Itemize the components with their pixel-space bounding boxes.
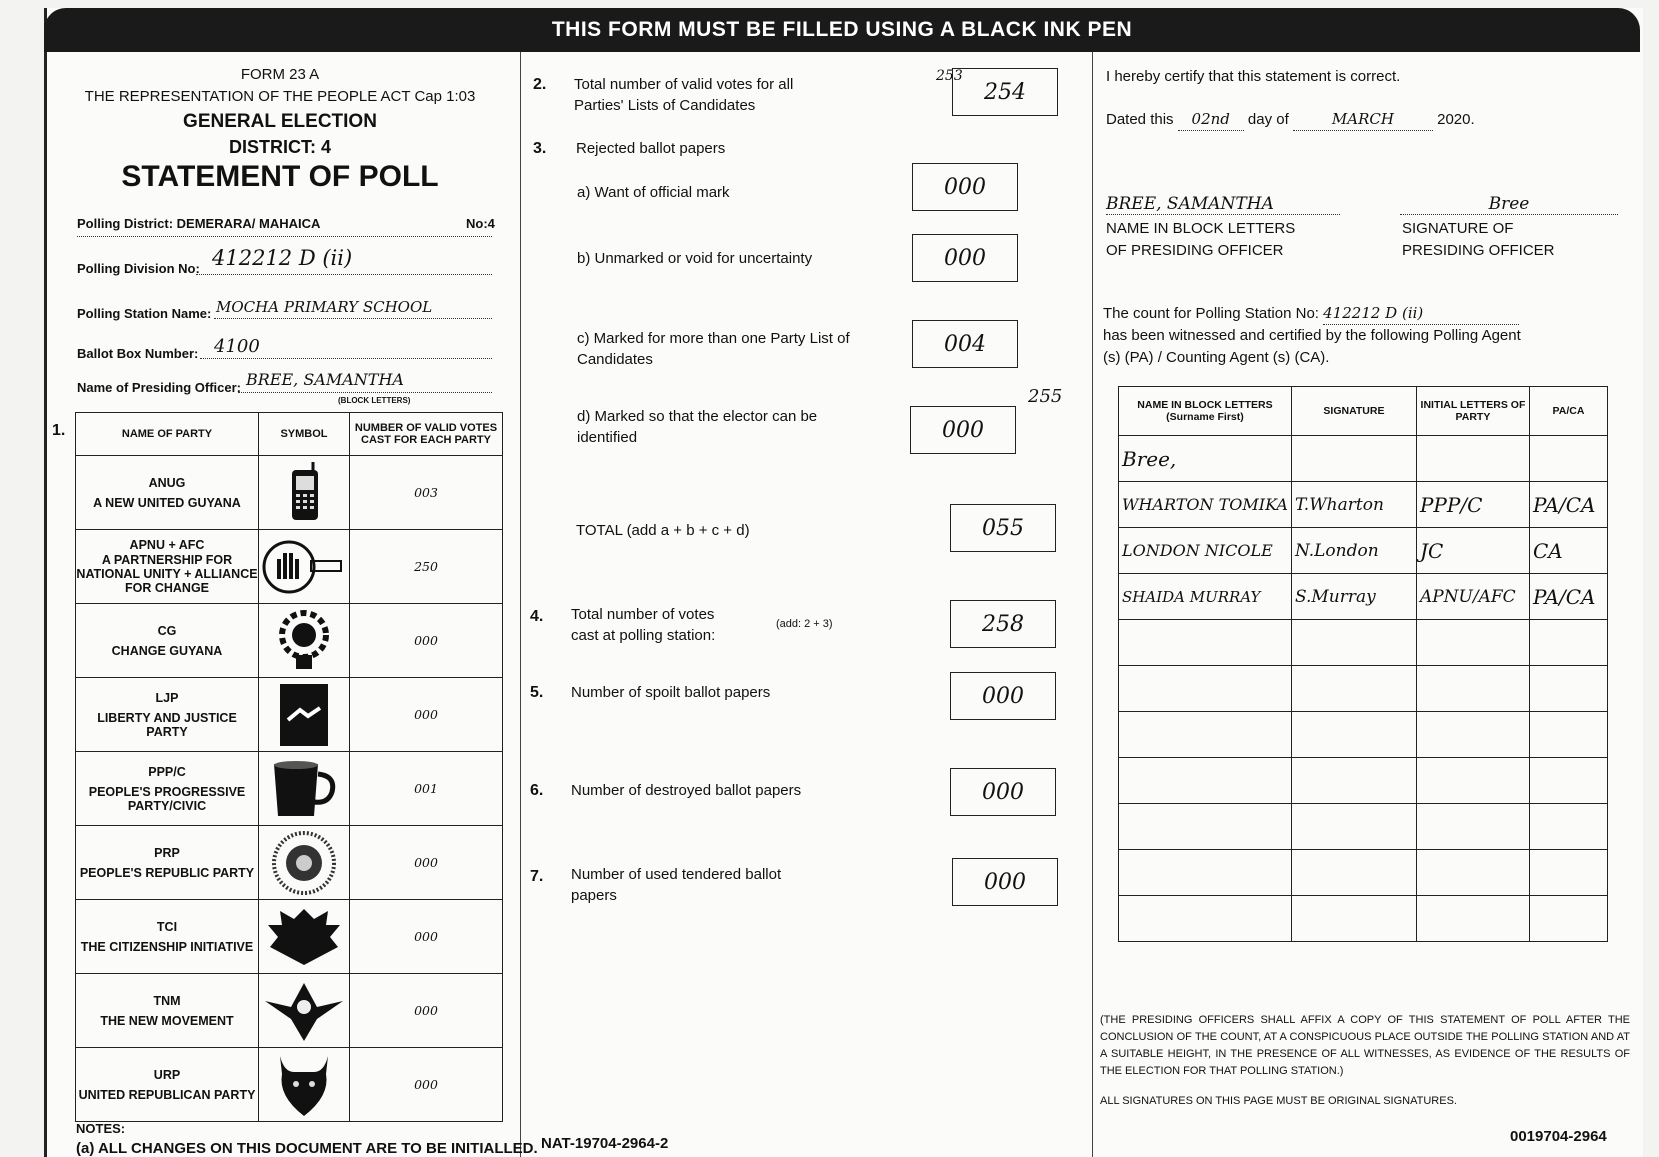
party-abbr: TNM: [153, 993, 181, 1008]
agent-paca: [1529, 666, 1607, 712]
black-ink-banner: THIS FORM MUST BE FILLED USING A BLACK INK PEN: [44, 8, 1640, 52]
count-line: [1103, 302, 1519, 325]
votes-pppc: 001: [350, 752, 503, 826]
agent-name: [1119, 666, 1292, 712]
certify-text: I hereby certify that this statement is correct.: [1106, 68, 1401, 85]
column-divider-left: [520, 52, 521, 1157]
rejected-a-value: 000: [912, 163, 1018, 211]
station-label: Polling Station Name:: [77, 306, 212, 321]
party-abbr: URP: [153, 1067, 181, 1082]
rejected-c-value: 004: [912, 320, 1018, 368]
notes-line-1: (a) ALL CHANGES ON THIS DOCUMENT ARE TO BE INITIALLED.: [76, 1140, 538, 1157]
agent-paca: [1529, 896, 1607, 942]
notes-label: NOTES:: [76, 1121, 126, 1136]
rejected-a-text: a) Want of official mark: [577, 184, 730, 201]
agent-row: [1119, 528, 1608, 574]
leaf-icon: [264, 907, 344, 967]
agents-header: [1119, 387, 1608, 436]
item-7-number: 7.: [530, 868, 544, 885]
hand-key-icon: [261, 539, 347, 595]
agent-party: JC: [1416, 528, 1529, 574]
agent-name: [1119, 620, 1292, 666]
item-6-number: 6.: [530, 782, 544, 799]
dated-line: [1106, 108, 1475, 131]
officer-signature: Bree: [1400, 194, 1618, 215]
agent-signature: T.Wharton: [1291, 482, 1416, 528]
act-title: THE REPRESENTATION OF THE PEOPLE ACT Cap 1:03: [84, 88, 476, 105]
votes-ljp: 000: [350, 678, 503, 752]
election-title: GENERAL ELECTION: [183, 111, 377, 132]
agent-paca: [1529, 758, 1607, 804]
agent-paca: [1529, 712, 1607, 758]
agent-party: APNU/AFC: [1416, 574, 1529, 620]
count-rest: has been witnessed and certified by the following Polling Agent (s) (PA) / Counting Agent (s) (CA).: [1103, 327, 1521, 366]
party-name: THE CITIZENSHIP INITIATIVE: [80, 939, 254, 954]
item-4-text: Total number of votes cast at polling station:: [571, 606, 716, 644]
party-name: LIBERTY AND JUSTICE PARTY: [97, 710, 237, 739]
division-value: 412212 D (ii): [212, 246, 353, 270]
party-row-tnm: [76, 974, 503, 1048]
item-3-number: 3.: [533, 140, 547, 157]
party-name: PEOPLE'S PROGRESSIVE PARTY/CIVIC: [88, 784, 246, 813]
agent-party: [1416, 436, 1529, 482]
votes-apnu-afc: 250: [350, 530, 503, 604]
agent-party: [1416, 620, 1529, 666]
col-symbol: SYMBOL: [259, 413, 350, 456]
agent-signature: [1291, 712, 1416, 758]
agent-signature: [1291, 758, 1416, 804]
agent-row: [1119, 666, 1608, 712]
item-6-text: Number of destroyed ballot papers: [571, 782, 802, 799]
agent-party: PPP/C: [1416, 482, 1529, 528]
officer-block-name: BREE, SAMANTHA: [1106, 194, 1340, 215]
bulb-gear-icon: [276, 609, 332, 673]
votes-cg: 000: [350, 604, 503, 678]
item-4-number: 4.: [530, 608, 544, 625]
item-2-text: Total number of valid votes for all Parties' Lists of Candidates: [574, 76, 794, 114]
agent-party: [1416, 712, 1529, 758]
votes-prp: 000: [350, 826, 503, 900]
rejected-total-text: TOTAL (add a + b + c + d): [576, 522, 750, 539]
agent-signature: [1291, 436, 1416, 482]
agent-paca: [1529, 620, 1607, 666]
item-2-value: 254: [952, 68, 1058, 116]
agents-table: [1118, 386, 1608, 942]
party-abbr: PPP/C: [148, 764, 186, 779]
item-4-add: (add: 2 + 3): [776, 618, 833, 630]
agent-row: [1119, 620, 1608, 666]
officer-value: BREE, SAMANTHA: [246, 370, 404, 389]
party-name: A NEW UNITED GUYANA: [93, 495, 241, 510]
agent-name: LONDON NICOLE: [1119, 528, 1292, 574]
agent-paca: CA: [1529, 528, 1607, 574]
party-table-header: [76, 413, 503, 456]
agent-row: [1119, 804, 1608, 850]
column-divider-right: [1092, 52, 1093, 1157]
col-agent-party: INITIAL LETTERS OF PARTY: [1416, 387, 1529, 436]
party-row-prp: [76, 826, 503, 900]
agent-party: [1416, 804, 1529, 850]
dated-mid: day of: [1247, 111, 1289, 128]
dated-day: 02nd: [1178, 108, 1244, 131]
agent-name: WHARTON TOMIKA: [1119, 482, 1292, 528]
agent-name: SHAIDA MURRAY: [1119, 574, 1292, 620]
section-1-number: 1.: [52, 422, 66, 439]
agent-signature: N.London: [1291, 528, 1416, 574]
item-3-text: Rejected ballot papers: [576, 140, 726, 157]
item-7-value: 000: [952, 858, 1058, 906]
party-row-ljp: [76, 678, 503, 752]
item-2-number: 2.: [533, 76, 547, 93]
rejected-d-text: d) Marked so that the elector can be identified: [577, 408, 818, 446]
polling-district: Polling District: DEMERARA/ MAHAICA: [77, 216, 321, 231]
rejected-d-value: 000: [910, 406, 1016, 454]
agent-signature: [1291, 850, 1416, 896]
rejected-c-text: c) Marked for more than one Party List of Candidates: [577, 330, 850, 368]
ballot-box-value: 4100: [214, 336, 260, 357]
officer-label: Name of Presiding Officer:: [77, 380, 241, 395]
rejected-d-note: 255: [1028, 386, 1063, 407]
party-abbr: ANUG: [148, 475, 186, 490]
agent-signature: [1291, 620, 1416, 666]
agent-row: [1119, 896, 1608, 942]
count-station: 412212 D (ii): [1323, 302, 1519, 325]
agent-paca: [1529, 804, 1607, 850]
station-value: MOCHA PRIMARY SCHOOL: [216, 298, 433, 316]
agent-paca: PA/CA: [1529, 482, 1607, 528]
dated-month: MARCH: [1293, 108, 1433, 131]
sun-emblem-icon: [271, 830, 337, 896]
party-row-tci: [76, 900, 503, 974]
party-name: CHANGE GUYANA: [111, 643, 223, 658]
agent-party: [1416, 758, 1529, 804]
party-abbr: APNU + AFC: [129, 538, 205, 552]
agent-party: [1416, 896, 1529, 942]
party-abbr: CG: [157, 623, 177, 638]
agent-signature: [1291, 666, 1416, 712]
agent-party: [1416, 666, 1529, 712]
middle-serial: NAT-19704-2964-2: [541, 1135, 669, 1152]
agent-name: Bree,: [1119, 436, 1292, 482]
polling-district-no: No:4: [466, 216, 495, 231]
item-5-number: 5.: [530, 684, 544, 701]
party-abbr: LJP: [155, 690, 179, 705]
district-title: DISTRICT: 4: [228, 137, 331, 157]
agent-signature: [1291, 896, 1416, 942]
item-5-value: 000: [950, 672, 1056, 720]
col-party-name: NAME OF PARTY: [76, 413, 259, 456]
agent-name: [1119, 712, 1292, 758]
agent-party: [1416, 850, 1529, 896]
col-agent-name: NAME IN BLOCK LETTERS (Surname First): [1119, 387, 1292, 436]
party-row-anug: [76, 456, 503, 530]
agent-row: [1119, 712, 1608, 758]
form-number: FORM 23 A: [240, 66, 320, 83]
agent-paca: [1529, 850, 1607, 896]
cup-icon: [268, 758, 340, 820]
signatures-note: ALL SIGNATURES ON THIS PAGE MUST BE ORIGINAL SIGNATURES.: [1100, 1095, 1457, 1107]
dated-prefix: Dated this: [1106, 111, 1174, 128]
party-row-pppc: [76, 752, 503, 826]
agent-name: [1119, 804, 1292, 850]
party-row-urp: [76, 1048, 503, 1122]
officer-name-label: NAME IN BLOCK LETTERS OF PRESIDING OFFICER: [1106, 220, 1296, 259]
party-row-cg: [76, 604, 503, 678]
right-serial: 0019704-2964: [1510, 1128, 1607, 1145]
handshake-icon: [278, 682, 330, 748]
party-name: UNITED REPUBLICAN PARTY: [78, 1087, 256, 1102]
agent-paca: [1529, 436, 1607, 482]
agent-row: [1119, 574, 1608, 620]
agent-signature: S.Murray: [1291, 574, 1416, 620]
item-5-text: Number of spoilt ballot papers: [571, 684, 771, 701]
item-7-text: Number of used tendered ballot papers: [571, 866, 782, 904]
ballot-box-label: Ballot Box Number:: [77, 346, 199, 361]
votes-anug: 003: [350, 456, 503, 530]
col-agent-paca: PA/CA: [1529, 387, 1607, 436]
agent-row: [1119, 850, 1608, 896]
polling-district-underline: [77, 236, 492, 237]
phone-icon: [284, 462, 324, 524]
agent-row: [1119, 758, 1608, 804]
agent-signature: [1291, 804, 1416, 850]
party-votes-table: [75, 412, 503, 1122]
votes-urp: 000: [350, 1048, 503, 1122]
votes-tci: 000: [350, 900, 503, 974]
item-2-correction: 253: [936, 68, 963, 84]
col-agent-sig: SIGNATURE: [1291, 387, 1416, 436]
party-name: PEOPLE'S REPUBLIC PARTY: [79, 865, 255, 880]
agent-name: [1119, 758, 1292, 804]
agent-paca: PA/CA: [1529, 574, 1607, 620]
agent-name: [1119, 896, 1292, 942]
party-abbr: TCI: [156, 919, 178, 934]
party-row-apnu-afc: [76, 530, 503, 604]
division-label: Polling Division No:: [77, 261, 200, 276]
rejected-total-value: 055: [950, 504, 1056, 552]
eagle-icon: [261, 979, 347, 1043]
party-abbr: PRP: [154, 845, 180, 860]
dated-year: 2020.: [1437, 111, 1475, 128]
affix-note: (THE PRESIDING OFFICERS SHALL AFFIX A COPY OF THIS STATEMENT OF POLL AFTER THE CONCLUSION OF THE COUNT, AT A CONSPICUOUS PLACE OUTSIDE THE POLLING STATION AND AT A SUITABLE HEIGHT, IN THE PRESENCE OF ALL WITNESSES, AS EVIDENCE OF THE RESULTS OF THE ELECTION FOR THAT POLLING STATION.): [1100, 1014, 1630, 1077]
item-4-value: 258: [950, 600, 1056, 648]
page-title: STATEMENT OF POLL: [121, 160, 439, 193]
rejected-b-text: b) Unmarked or void for uncertainty: [577, 250, 813, 267]
votes-tnm: 000: [350, 974, 503, 1048]
officer-sig-label: SIGNATURE OF PRESIDING OFFICER: [1402, 220, 1555, 259]
bull-icon: [274, 1052, 334, 1118]
block-letters-note: (BLOCK LETTERS): [338, 396, 411, 405]
count-prefix: The count for Polling Station No:: [1103, 305, 1319, 322]
party-name: A PARTNERSHIP FOR NATIONAL UNITY + ALLIANCE FOR CHANGE: [76, 553, 258, 595]
col-votes: NUMBER OF VALID VOTES CAST FOR EACH PARTY: [350, 413, 503, 456]
rejected-b-value: 000: [912, 234, 1018, 282]
item-6-value: 000: [950, 768, 1056, 816]
agent-row: [1119, 436, 1608, 482]
party-name: THE NEW MOVEMENT: [100, 1013, 234, 1028]
agent-row: [1119, 482, 1608, 528]
agent-name: [1119, 850, 1292, 896]
